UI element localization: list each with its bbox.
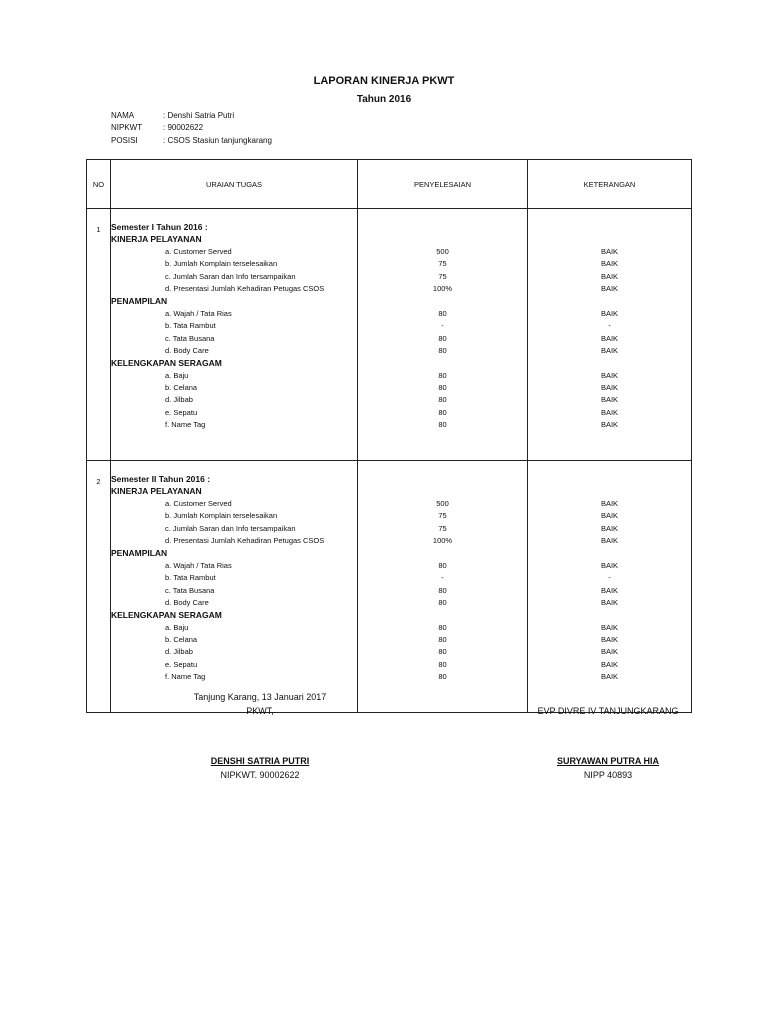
remark-value: BAIK bbox=[600, 498, 619, 508]
signature-place-date: Tanjung Karang, 13 Januari 2017 bbox=[193, 692, 327, 702]
remarks-list bbox=[528, 461, 692, 713]
task-item: a. Customer Served bbox=[165, 498, 232, 508]
performance-table bbox=[86, 159, 692, 713]
section-heading: KINERJA PELAYANAN bbox=[111, 234, 202, 245]
remark-value: - bbox=[608, 573, 611, 583]
completion-value: 80 bbox=[438, 672, 447, 682]
spacer bbox=[358, 609, 527, 621]
remark-value: BAIK bbox=[600, 635, 619, 645]
completion-value: 80 bbox=[438, 560, 447, 570]
completion-value: 75 bbox=[438, 271, 447, 281]
task-item: b. Jumlah Komplain terselesaikan bbox=[165, 259, 278, 269]
remark-value: BAIK bbox=[600, 597, 619, 607]
spacer bbox=[358, 357, 527, 369]
task-item: c. Tata Busana bbox=[165, 585, 215, 595]
remark-value: BAIK bbox=[600, 395, 619, 405]
spacer bbox=[528, 609, 691, 621]
task-item: d. Presentasi Jumlah Kehadiran Petugas CSOS bbox=[165, 283, 325, 293]
task-list bbox=[111, 209, 358, 461]
task-item: d. Body Care bbox=[165, 597, 209, 607]
signature-left-name: DENSHI SATRIA PUTRI bbox=[210, 756, 310, 766]
completion-value: - bbox=[441, 573, 444, 583]
remark-value: BAIK bbox=[600, 271, 619, 281]
table-row-semester-2 bbox=[87, 461, 692, 713]
section-heading: Semester I Tahun 2016 : bbox=[111, 222, 208, 232]
spacer bbox=[528, 485, 691, 497]
spacer bbox=[528, 473, 691, 485]
completion-value: 80 bbox=[438, 647, 447, 657]
spacer bbox=[528, 233, 691, 245]
remark-value: BAIK bbox=[600, 420, 619, 430]
remark-value: BAIK bbox=[600, 345, 619, 355]
task-item: a. Wajah / Tata Rias bbox=[165, 560, 232, 570]
remark-value: BAIK bbox=[600, 308, 619, 318]
completion-value: 80 bbox=[438, 585, 447, 595]
completion-value: 100% bbox=[432, 283, 453, 293]
task-item: d. Jilbab bbox=[165, 395, 193, 405]
spacer bbox=[358, 233, 527, 245]
task-list bbox=[111, 461, 358, 713]
spacer bbox=[528, 221, 691, 233]
remark-value: BAIK bbox=[600, 585, 619, 595]
section-heading: PENAMPILAN bbox=[111, 548, 168, 559]
completion-value: 100% bbox=[432, 535, 453, 545]
completion-value: 80 bbox=[438, 308, 447, 318]
spacer bbox=[358, 295, 527, 307]
completion-value: 80 bbox=[438, 383, 447, 393]
remark-value: BAIK bbox=[600, 647, 619, 657]
completion-value: 75 bbox=[438, 523, 447, 533]
task-item: f. Name Tag bbox=[165, 420, 206, 430]
signature-right-role: EVP DIVRE IV TANJUNGKARANG bbox=[537, 706, 679, 716]
remark-value: BAIK bbox=[600, 659, 619, 669]
task-item: d. Body Care bbox=[165, 345, 209, 355]
completion-value: 500 bbox=[436, 246, 449, 256]
task-item: c. Jumlah Saran dan Info tersampaikan bbox=[165, 271, 296, 281]
info-key: NIPKWT bbox=[111, 123, 143, 132]
task-item: c. Jumlah Saran dan Info tersampaikan bbox=[165, 523, 296, 533]
task-item: b. Tata Rambut bbox=[165, 321, 216, 331]
completion-value: 80 bbox=[438, 395, 447, 405]
remark-value: BAIK bbox=[600, 370, 619, 380]
remark-value: BAIK bbox=[600, 407, 619, 417]
completion-value: 80 bbox=[438, 635, 447, 645]
remark-value: BAIK bbox=[600, 283, 619, 293]
header-no: NO bbox=[87, 160, 111, 209]
spacer bbox=[358, 547, 527, 559]
header-penyelesaian: PENYELESAIAN bbox=[358, 160, 528, 209]
task-item: d. Presentasi Jumlah Kehadiran Petugas CSOS bbox=[165, 535, 325, 545]
info-key: POSISI bbox=[111, 136, 138, 145]
task-item: e. Sepatu bbox=[165, 407, 198, 417]
task-item: b. Celana bbox=[165, 383, 198, 393]
spacer bbox=[358, 485, 527, 497]
info-value: : 90002622 bbox=[163, 123, 204, 132]
task-item: f. Name Tag bbox=[165, 672, 206, 682]
table-row-semester-1 bbox=[87, 209, 692, 461]
task-item: c. Tata Busana bbox=[165, 333, 215, 343]
completion-list bbox=[358, 209, 528, 461]
completion-value: 80 bbox=[438, 333, 447, 343]
task-item: b. Tata Rambut bbox=[165, 573, 216, 583]
table-header-row bbox=[87, 160, 692, 209]
info-value: : CSOS Stasiun tanjungkarang bbox=[163, 136, 272, 145]
task-item: d. Jilbab bbox=[165, 647, 193, 657]
header-keterangan: KETERANGAN bbox=[528, 160, 692, 209]
completion-value: 80 bbox=[438, 370, 447, 380]
task-item: a. Customer Served bbox=[165, 246, 232, 256]
remark-value: BAIK bbox=[600, 622, 619, 632]
section-heading: KINERJA PELAYANAN bbox=[111, 486, 202, 497]
task-item: a. Wajah / Tata Rias bbox=[165, 308, 232, 318]
remark-value: BAIK bbox=[600, 259, 619, 269]
signature-right-name: SURYAWAN PUTRA HIA bbox=[556, 756, 659, 766]
completion-value: 80 bbox=[438, 420, 447, 430]
spacer bbox=[528, 547, 691, 559]
task-item: e. Sepatu bbox=[165, 659, 198, 669]
info-key: NAMA bbox=[111, 111, 135, 120]
row-number: 1 bbox=[87, 209, 111, 461]
completion-list bbox=[358, 461, 528, 713]
remark-value: BAIK bbox=[600, 333, 619, 343]
section-heading: KELENGKAPAN SERAGAM bbox=[111, 358, 222, 369]
report-subtitle: Tahun 2016 bbox=[356, 94, 412, 105]
section-heading: KELENGKAPAN SERAGAM bbox=[111, 610, 222, 621]
task-item: a. Baju bbox=[165, 370, 189, 380]
spacer bbox=[358, 221, 527, 233]
task-item: b. Jumlah Komplain terselesaikan bbox=[165, 511, 278, 521]
task-item: a. Baju bbox=[165, 622, 189, 632]
completion-value: 500 bbox=[436, 498, 449, 508]
completion-value: 80 bbox=[438, 622, 447, 632]
remark-value: BAIK bbox=[600, 246, 619, 256]
task-item: b. Celana bbox=[165, 635, 198, 645]
spacer bbox=[358, 473, 527, 485]
signature-left-role: PKWT, bbox=[246, 706, 274, 716]
section-heading: PENAMPILAN bbox=[111, 296, 168, 307]
completion-value: 80 bbox=[438, 597, 447, 607]
remark-value: BAIK bbox=[600, 560, 619, 570]
remark-value: BAIK bbox=[600, 523, 619, 533]
completion-value: 80 bbox=[438, 659, 447, 669]
completion-value: 75 bbox=[438, 259, 447, 269]
header-uraian-tugas: URAIAN TUGAS bbox=[111, 160, 358, 209]
completion-value: 75 bbox=[438, 511, 447, 521]
remark-value: BAIK bbox=[600, 511, 619, 521]
completion-value: 80 bbox=[438, 345, 447, 355]
spacer bbox=[528, 295, 691, 307]
completion-value: - bbox=[441, 321, 444, 331]
section-heading: Semester II Tahun 2016 : bbox=[111, 474, 211, 484]
signature-left-id: NIPKWT. 90002622 bbox=[220, 770, 300, 780]
row-number: 2 bbox=[87, 461, 111, 713]
signature-right-id: NIPP 40893 bbox=[583, 770, 633, 780]
remark-value: - bbox=[608, 321, 611, 331]
info-value: : Denshi Satria Putri bbox=[163, 111, 235, 120]
remark-value: BAIK bbox=[600, 383, 619, 393]
completion-value: 80 bbox=[438, 407, 447, 417]
remark-value: BAIK bbox=[600, 672, 619, 682]
report-title: LAPORAN KINERJA PKWT bbox=[313, 75, 455, 87]
remarks-list bbox=[528, 209, 692, 461]
remark-value: BAIK bbox=[600, 535, 619, 545]
spacer bbox=[528, 357, 691, 369]
